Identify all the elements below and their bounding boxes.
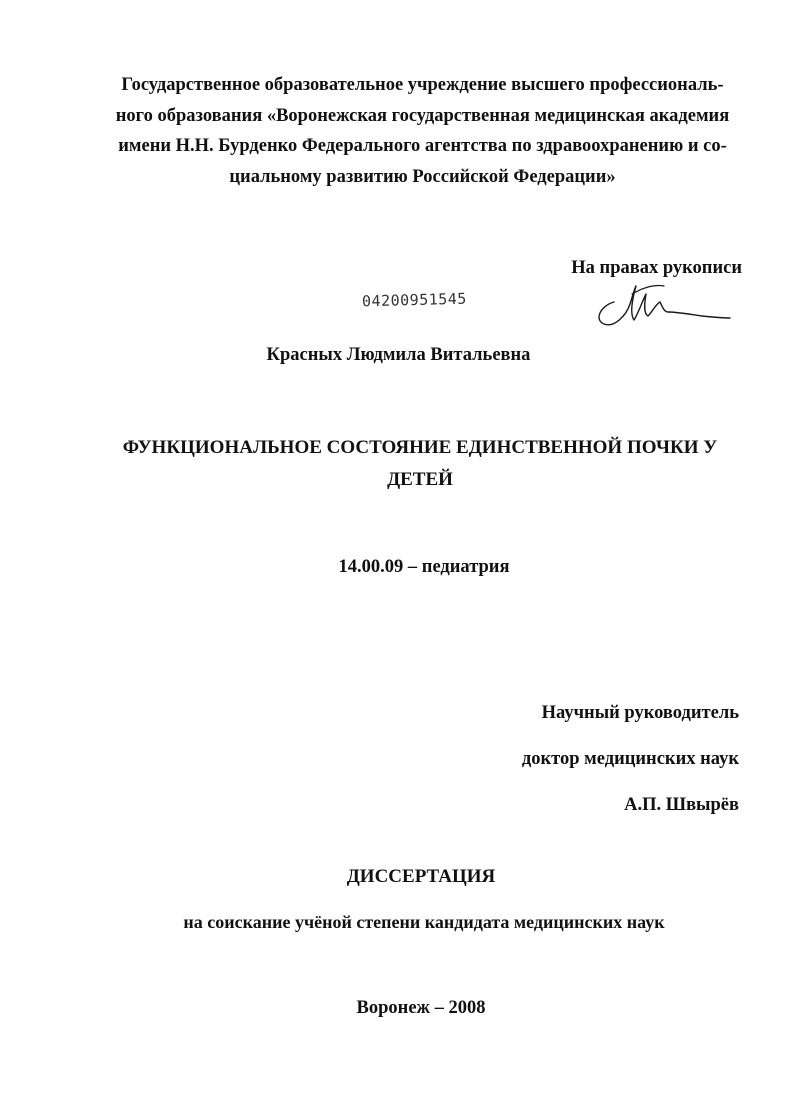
supervisor-degree: доктор медицинских наук bbox=[521, 749, 739, 769]
supervisor-block bbox=[522, 690, 739, 828]
title-line: ФУНКЦИОНАЛЬНОЕ СОСТОЯНИЕ ЕДИНСТВЕННОЙ ПОЧКИ У bbox=[122, 437, 718, 458]
city-year: Воронеж – 2008 bbox=[356, 998, 486, 1018]
handwritten-signature bbox=[592, 280, 732, 330]
document-type: ДИССЕРТАЦИЯ bbox=[346, 866, 496, 887]
registration-number: 04200951545 bbox=[361, 289, 468, 311]
institution-header bbox=[95, 70, 750, 192]
supervisor-name: А.П. Швырёв bbox=[624, 795, 739, 815]
dissertation-title bbox=[100, 432, 740, 496]
institution-line: ного образования «Воронежская государственная медицинская академия bbox=[115, 105, 730, 126]
author-name: Красных Людмила Витальевна bbox=[266, 345, 531, 365]
manuscript-rights-note: На правах рукописи bbox=[571, 258, 742, 278]
institution-line: Государственное образовательное учреждение высшего профессиональ- bbox=[121, 75, 724, 95]
degree-sought: на соискание учёной степени кандидата медицинских наук bbox=[183, 912, 665, 932]
title-line: ДЕТЕЙ bbox=[387, 469, 453, 490]
institution-line: циальному развитию Российской Федерации» bbox=[229, 166, 616, 187]
specialty-code: 14.00.09 – педиатрия bbox=[338, 557, 510, 577]
institution-line: имени Н.Н. Бурденко Федерального агентства по здравоохранению и со- bbox=[118, 136, 727, 156]
supervisor-role: Научный руководитель bbox=[541, 703, 739, 723]
